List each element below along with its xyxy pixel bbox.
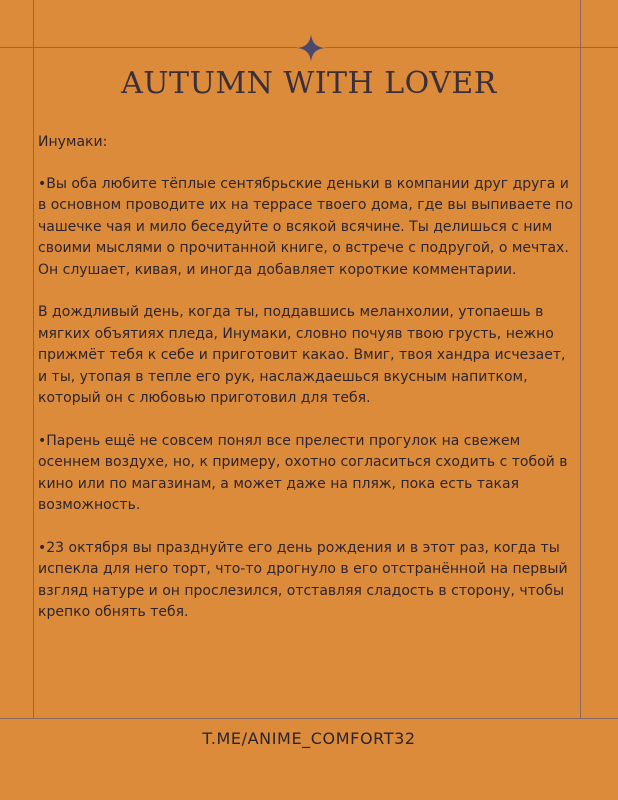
page-title: AUTUMN WITH LOVER [121, 66, 497, 101]
channel-link[interactable]: T.ME/ANIME_COMFORT32 [202, 729, 416, 748]
paragraph-1: •Вы оба любите тёплые сентябрьские деньки в компании друг друга и в основном проводите их на террасе твоего дома, где вы выпиваете по чашечке чая и мило беседуйте о всякой всячине. Ты делишься с ним своими мыслями о прочитанной книге, о встрече с подругой, о мечтах. Он слушает, кивая, и иногда добавляет короткие комментарии. [38, 175, 574, 278]
paragraph-3: •Парень ещё не совсем понял все прелести прогулок на свежем осеннем воздухе, но, к примеру, охотно согласиться сходить с тобой в кино или по магазинам, а может даже на пляж, пока есть такая возможность. [38, 432, 568, 513]
article-body [38, 132, 578, 645]
paragraph-2: В дождливый день, когда ты, поддавшись меланхолии, утопаешь в мягких объятиях пледа, Инумаки, словно почуяв твою грусть, нежно прижмёт тебя к себе и приготовит какао. Вмиг, твоя хандра исчезает, и ты, утопая в тепле его рук, наслаждаешься вкусным напитком, который он с любовью приготовил для тебя. [38, 304, 566, 406]
frame-left-line [33, 0, 34, 718]
frame-right-line [580, 0, 581, 718]
paragraph-4: •23 октября вы празднуйте его день рождения и в этот раз, когда ты испекла для него торт, что-то дрогнуло в его отстранённой на первый взгляд натуре и он прослезился, отставляя сладость в сторону, чтобы крепко обнять тебя. [38, 539, 568, 620]
character-heading: Инумаки: [38, 134, 108, 150]
frame-top-right-line [325, 47, 618, 48]
frame-top-left-line [0, 47, 297, 48]
four-point-star-icon [297, 34, 325, 62]
frame-bottom-line [0, 718, 618, 719]
